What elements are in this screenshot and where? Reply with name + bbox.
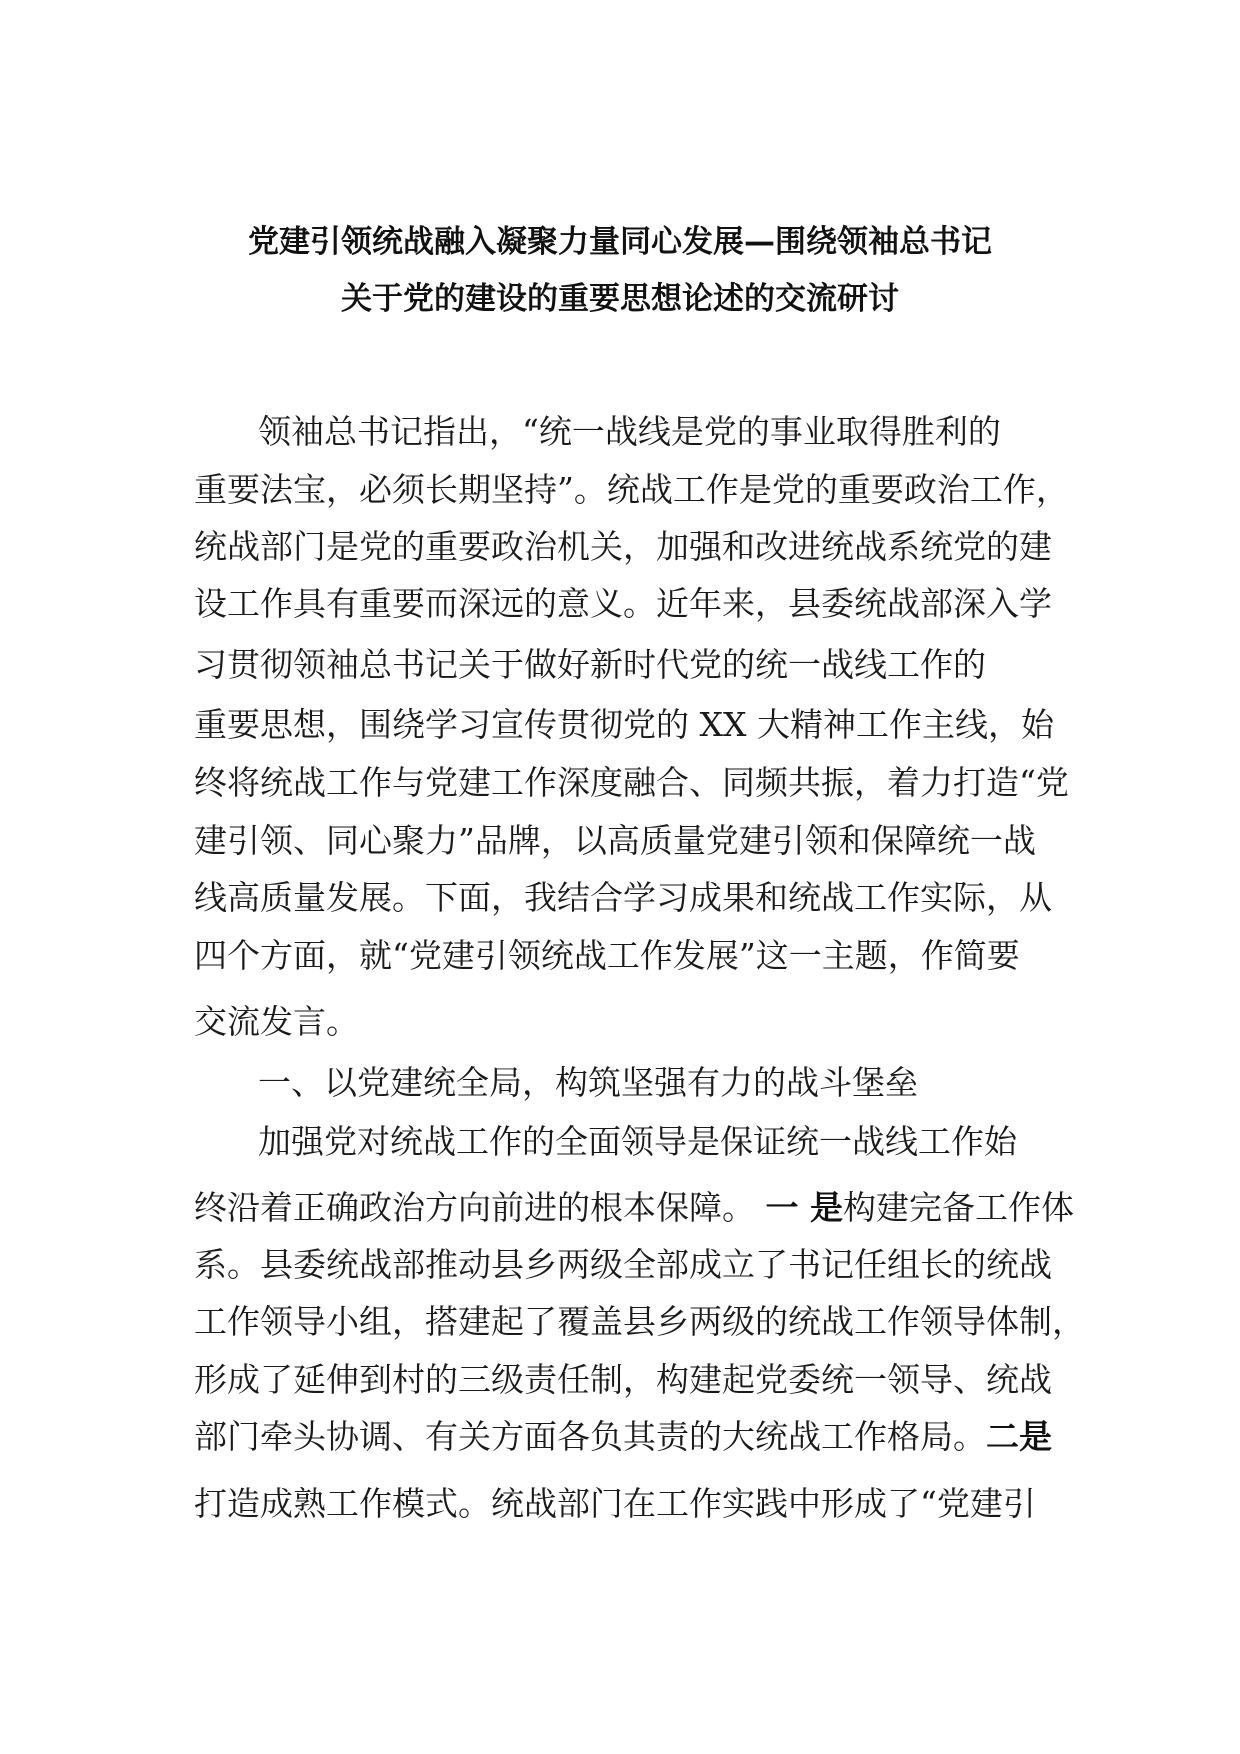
paragraph-line	[194, 1417, 1052, 1457]
title-line-2: 关于党的建设的重要思想论述的交流研讨	[341, 281, 899, 317]
paragraph-line: 重要法宝，必须长期坚持”。统战工作是党的重要政治工作，	[194, 470, 1069, 509]
paragraph-line: 加强党对统战工作的全面领导是保证统一战线工作始	[258, 1122, 1017, 1161]
paragraph-line: 形成了延伸到村的三级责任制，构建起党委统一领导、统战	[194, 1360, 1052, 1399]
paragraph-line: 打造成熟工作模式。统战部门在工作实践中形成了“党建引	[194, 1484, 1036, 1523]
paragraph-text: 部门牵头协调、有关方面各负其责的大统战工作格局。	[194, 1417, 986, 1456]
paragraph-line: 建引领、同心聚力”品牌，以高质量党建引领和保障统一战	[194, 821, 1036, 860]
point-marker-one: 一 是	[765, 1188, 843, 1227]
paragraph-line: 设工作具有重要而深远的意义。近年来，县委统战部深入学	[194, 584, 1052, 623]
paragraph-line: 线高质量发展。下面，我结合学习成果和统战工作实际，从	[194, 878, 1052, 917]
paragraph-line: 工作领导小组，搭建起了覆盖县乡两级的统战工作领导体制，	[194, 1302, 1085, 1341]
point-marker-two: 二是	[986, 1417, 1052, 1456]
paragraph-line: 系。县委统战部推动县乡两级全部成立了书记任组长的统战	[194, 1245, 1052, 1284]
paragraph-line: 习贯彻领袖总书记关于做好新时代党的统一战线工作的	[194, 645, 986, 684]
paragraph-text: 终沿着正确政治方向前进的根本保障。	[194, 1188, 755, 1227]
section-heading: 一、以党建统全局，构筑坚强有力的战斗堡垒	[258, 1063, 918, 1102]
paragraph-line: 四个方面，就“党建引领统战工作发展”这一主题，作简要	[194, 936, 1020, 975]
paragraph-line	[194, 1188, 1074, 1228]
paragraph-line: 重要思想，围绕学习宣传贯彻党的 XX 大精神工作主线，始	[194, 705, 1054, 744]
paragraph-line: 交流发言。	[194, 1002, 359, 1041]
paragraph-text: 构建完备工作体	[843, 1188, 1074, 1227]
document-title	[150, 214, 1090, 328]
paragraph-line: 终将统战工作与党建工作深度融合、同频共振，着力打造“党	[194, 763, 1069, 802]
paragraph-line: 统战部门是党的重要政治机关，加强和改进统战系统党的建	[194, 527, 1052, 566]
paragraph-line: 领袖总书记指出，“统一战线是党的事业取得胜利的	[258, 412, 1001, 451]
title-line-1: 党建引领统战融入凝聚力量同心发展—围绕领袖总书记	[248, 224, 992, 260]
